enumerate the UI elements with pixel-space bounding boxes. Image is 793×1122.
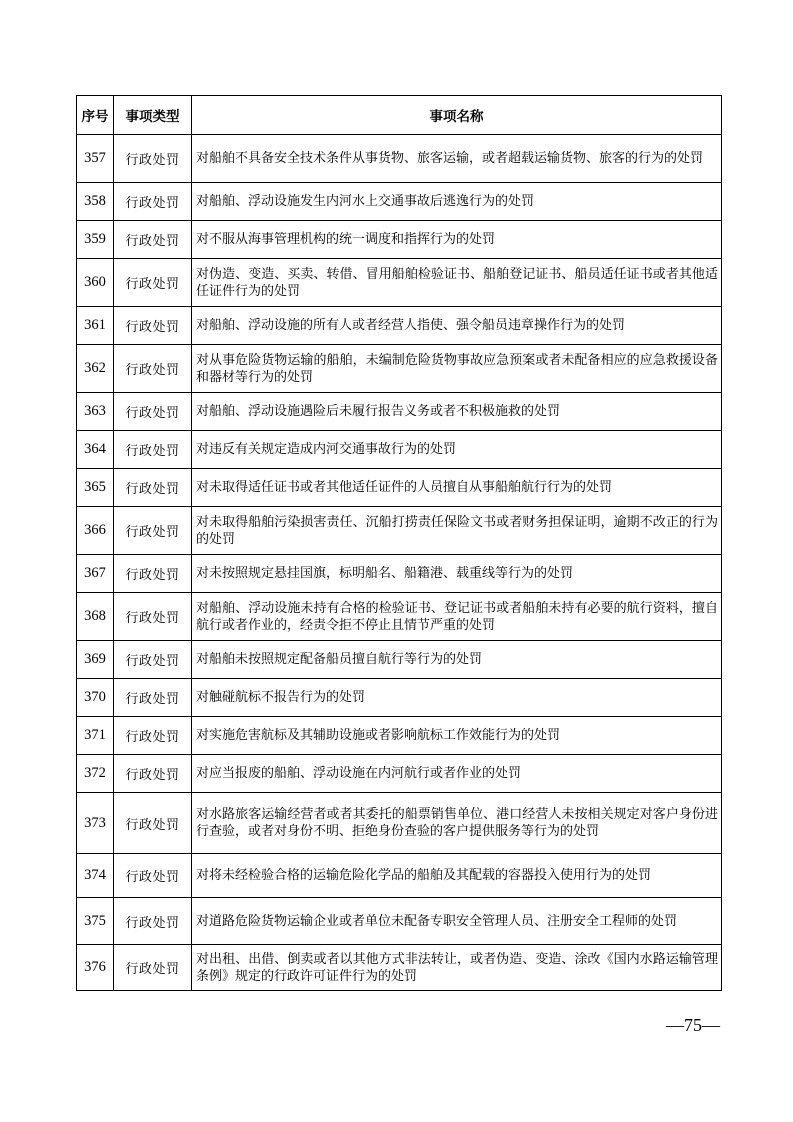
row-name: 对未取得船舶污染损害责任、沉船打捞责任保险文书或者财务担保证明，逾期不改正的行为的处罚	[192, 507, 722, 555]
row-number: 365	[77, 469, 114, 507]
table-row	[77, 307, 722, 345]
table-row	[77, 431, 722, 469]
row-name: 对未取得适任证书或者其他适任证件的人员擅自从事船舶航行行为的处罚	[192, 469, 722, 507]
table-row	[77, 717, 722, 755]
table-row	[77, 854, 722, 898]
row-name: 对从事危险货物运输的船舶，未编制危险货物事故应急预案或者未配备相应的应急救援设备和器材等行为的处罚	[192, 345, 722, 393]
row-type: 行政处罚	[114, 135, 192, 183]
row-number: 359	[77, 221, 114, 259]
row-number: 370	[77, 679, 114, 717]
row-number: 368	[77, 593, 114, 641]
row-name: 对伪造、变造、买卖、转借、冒用船舶检验证书、船舶登记证书、船员适任证书或者其他适任证件行为的处罚	[192, 259, 722, 307]
row-number: 375	[77, 898, 114, 945]
row-type: 行政处罚	[114, 641, 192, 679]
table-row	[77, 183, 722, 221]
row-name: 对水路旅客运输经营者或者其委托的船票销售单位、港口经营人未按相关规定对客户身份进行查验，或者对身份不明、拒绝身份查验的客户提供服务等行为的处罚	[192, 793, 722, 854]
header-number: 序号	[77, 96, 114, 135]
row-name: 对未按照规定悬挂国旗，标明船名、船籍港、载重线等行为的处罚	[192, 555, 722, 593]
row-name: 对船舶不具备安全技术条件从事货物、旅客运输，或者超载运输货物、旅客的行为的处罚	[192, 135, 722, 183]
row-name: 对不服从海事管理机构的统一调度和指挥行为的处罚	[192, 221, 722, 259]
row-number: 364	[77, 431, 114, 469]
row-type: 行政处罚	[114, 793, 192, 854]
row-name: 对实施危害航标及其辅助设施或者影响航标工作效能行为的处罚	[192, 717, 722, 755]
row-type: 行政处罚	[114, 507, 192, 555]
row-type: 行政处罚	[114, 307, 192, 345]
table-row	[77, 641, 722, 679]
row-number: 367	[77, 555, 114, 593]
table-row	[77, 679, 722, 717]
table-row	[77, 755, 722, 793]
row-type: 行政处罚	[114, 393, 192, 431]
table-row	[77, 898, 722, 945]
row-type: 行政处罚	[114, 945, 192, 991]
row-name: 对道路危险货物运输企业或者单位未配备专职安全管理人员、注册安全工程师的处罚	[192, 898, 722, 945]
row-number: 373	[77, 793, 114, 854]
table-row	[77, 469, 722, 507]
table-row	[77, 345, 722, 393]
row-name: 对船舶、浮动设施发生内河水上交通事故后逃逸行为的处罚	[192, 183, 722, 221]
table-row	[77, 507, 722, 555]
row-name: 对触碰航标不报告行为的处罚	[192, 679, 722, 717]
table-row	[77, 393, 722, 431]
row-number: 376	[77, 945, 114, 991]
row-type: 行政处罚	[114, 469, 192, 507]
row-number: 363	[77, 393, 114, 431]
row-name: 对违反有关规定造成内河交通事故行为的处罚	[192, 431, 722, 469]
header-name: 事项名称	[192, 96, 722, 135]
row-name: 对应当报废的船舶、浮动设施在内河航行或者作业的处罚	[192, 755, 722, 793]
row-type: 行政处罚	[114, 717, 192, 755]
table-row	[77, 135, 722, 183]
row-type: 行政处罚	[114, 345, 192, 393]
row-type: 行政处罚	[114, 593, 192, 641]
table-row	[77, 221, 722, 259]
row-name: 对船舶、浮动设施遇险后未履行报告义务或者不积极施救的处罚	[192, 393, 722, 431]
table-row	[77, 555, 722, 593]
row-number: 360	[77, 259, 114, 307]
row-type: 行政处罚	[114, 555, 192, 593]
row-name: 对出租、出借、倒卖或者以其他方式非法转让，或者伪造、变造、涂改《国内水路运输管理条例》规定的行政许可证件行为的处罚	[192, 945, 722, 991]
table-row	[77, 793, 722, 854]
row-name: 对将未经检验合格的运输危险化学品的船舶及其配载的容器投入使用行为的处罚	[192, 854, 722, 898]
row-type: 行政处罚	[114, 259, 192, 307]
row-number: 361	[77, 307, 114, 345]
row-number: 358	[77, 183, 114, 221]
table-header-row	[77, 96, 722, 135]
table-row	[77, 259, 722, 307]
row-number: 366	[77, 507, 114, 555]
row-type: 行政处罚	[114, 854, 192, 898]
table-row	[77, 945, 722, 991]
table-body	[77, 135, 722, 991]
row-number: 369	[77, 641, 114, 679]
row-type: 行政处罚	[114, 679, 192, 717]
page-number: —75—	[666, 1015, 720, 1035]
row-type: 行政处罚	[114, 755, 192, 793]
items-table	[76, 95, 722, 991]
row-type: 行政处罚	[114, 221, 192, 259]
row-name: 对船舶、浮动设施未持有合格的检验证书、登记证书或者船舶未持有必要的航行资料，擅自航行或者作业的，经责令拒不停止且情节严重的处罚	[192, 593, 722, 641]
row-name: 对船舶未按照规定配备船员擅自航行等行为的处罚	[192, 641, 722, 679]
header-type: 事项类型	[114, 96, 192, 135]
table-row	[77, 593, 722, 641]
row-name: 对船舶、浮动设施的所有人或者经营人指使、强令船员违章操作行为的处罚	[192, 307, 722, 345]
row-number: 372	[77, 755, 114, 793]
row-number: 357	[77, 135, 114, 183]
row-number: 362	[77, 345, 114, 393]
row-type: 行政处罚	[114, 183, 192, 221]
row-number: 374	[77, 854, 114, 898]
row-type: 行政处罚	[114, 431, 192, 469]
row-number: 371	[77, 717, 114, 755]
row-type: 行政处罚	[114, 898, 192, 945]
